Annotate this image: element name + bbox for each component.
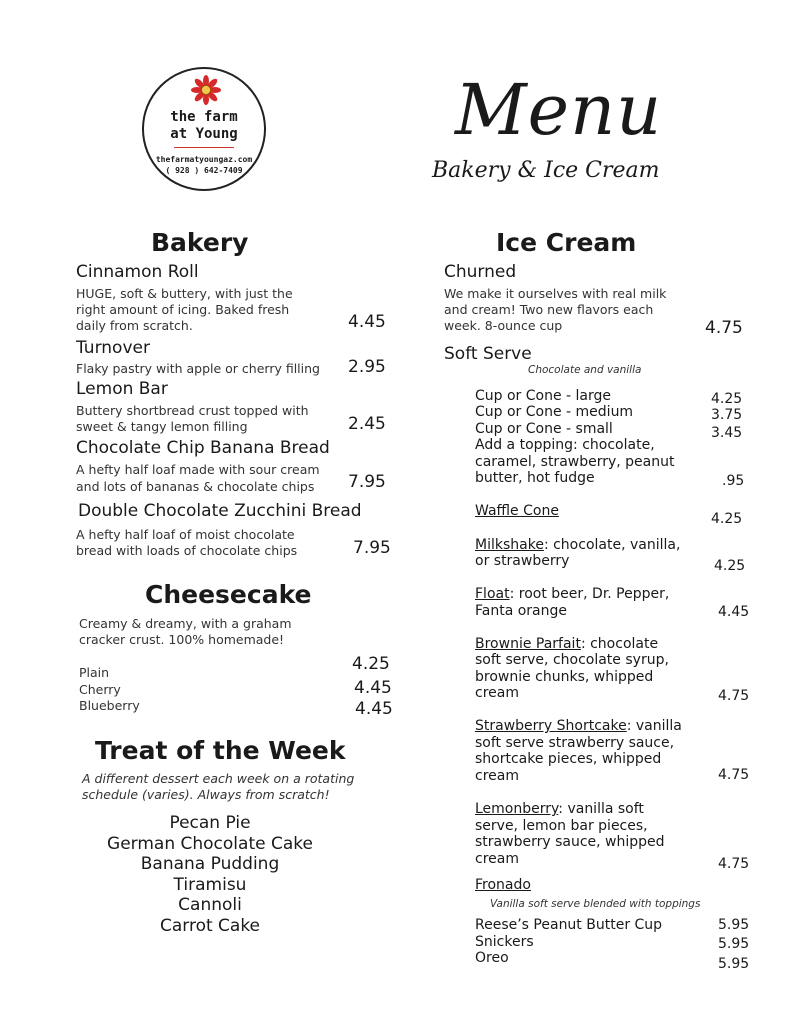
- shortcake-name: Strawberry Shortcake: [475, 718, 627, 734]
- fronado-item: Oreo: [475, 950, 509, 966]
- brownie-price: 4.75: [718, 688, 750, 704]
- milkshake-name: Milkshake: [475, 537, 544, 553]
- bakery-item-price: 7.95: [348, 472, 386, 492]
- topping-desc: butter, hot fudge: [475, 470, 595, 486]
- logo-phone: ( 928 ) 642-7409: [165, 166, 243, 175]
- bakery-item-desc: sweet & tangy lemon filling: [76, 419, 248, 434]
- churned-name: Churned: [444, 262, 517, 282]
- cheesecake-desc: Creamy & dreamy, with a graham: [79, 616, 292, 631]
- bakery-item-desc: right amount of icing. Baked fresh: [76, 302, 290, 317]
- waffle-name: Waffle Cone: [475, 503, 559, 519]
- flower-icon: [191, 75, 221, 105]
- softserve-size: Cup or Cone - large: [475, 388, 612, 404]
- treat-item: Carrot Cake: [159, 916, 261, 936]
- float-desc: Fanta orange: [475, 603, 568, 619]
- icecream-heading: Ice Cream: [496, 228, 637, 257]
- lemonberry-name: Lemonberry: [475, 801, 559, 817]
- cheesecake-price: 4.25: [352, 654, 390, 674]
- bakery-item-desc: daily from scratch.: [76, 318, 193, 333]
- float-price: 4.45: [718, 604, 750, 620]
- churned-desc: week. 8-ounce cup: [444, 318, 563, 333]
- lemonberry-desc: cream: [475, 851, 519, 867]
- bakery-item-desc: A hefty half loaf made with sour cream: [76, 462, 320, 477]
- bakery-heading: Bakery: [151, 228, 249, 257]
- milkshake-desc: or strawberry: [475, 553, 570, 569]
- softserve-size: Cup or Cone - medium: [475, 404, 634, 420]
- milkshake-price: 4.25: [714, 558, 746, 574]
- lemonberry-desc: serve, lemon bar pieces,: [475, 818, 648, 834]
- bakery-item-desc: Flaky pastry with apple or cherry filling: [76, 361, 320, 376]
- milkshake-desc: : chocolate, vanilla,: [543, 537, 681, 553]
- softserve-price: 3.45: [711, 425, 743, 441]
- churned-price: 4.75: [705, 318, 743, 338]
- bakery-item-price: 2.45: [348, 414, 386, 434]
- shortcake-desc: cream: [475, 768, 519, 784]
- bakery-item-price: 2.95: [348, 357, 386, 377]
- bakery-item-name: Chocolate Chip Banana Bread: [76, 438, 330, 458]
- bakery-item-desc: bread with loads of chocolate chips: [76, 543, 298, 558]
- bakery-item-desc: Buttery shortbread crust topped with: [76, 403, 309, 418]
- lemonberry-desc: : vanilla soft: [558, 801, 644, 817]
- softserve-name: Soft Serve: [444, 344, 532, 364]
- softserve-size: Cup or Cone - small: [475, 421, 613, 437]
- treat-heading: Treat of the Week: [95, 736, 346, 765]
- bakery-item-price: 7.95: [353, 538, 391, 558]
- treat-item: Pecan Pie: [169, 813, 251, 833]
- topping-price: .95: [722, 473, 745, 489]
- bakery-item-name: Double Chocolate Zucchini Bread: [78, 501, 362, 521]
- softserve-note: Chocolate and vanilla: [528, 364, 642, 376]
- fronado-item: Reese’s Peanut Butter Cup: [475, 917, 663, 933]
- treat-item: Tiramisu: [173, 875, 247, 895]
- cheesecake-heading: Cheesecake: [145, 580, 312, 609]
- cheesecake-price: 4.45: [355, 699, 393, 719]
- fronado-name: Fronado: [475, 877, 531, 893]
- bakery-item-name: Cinnamon Roll: [76, 262, 199, 282]
- treat-desc: schedule (varies). Always from scratch!: [82, 787, 330, 802]
- brownie-desc: : chocolate: [580, 636, 659, 652]
- brownie-desc: cream: [475, 685, 519, 701]
- churned-desc: and cream! Two new flavors each: [444, 302, 654, 317]
- bakery-item-desc: A hefty half loaf of moist chocolate: [76, 527, 295, 542]
- float-desc: : root beer, Dr. Pepper,: [509, 586, 670, 602]
- brownie-desc: brownie chunks, whipped: [475, 669, 654, 685]
- softserve-price: 4.25: [711, 391, 743, 407]
- fronado-item: Snickers: [475, 934, 534, 950]
- shortcake-desc: : vanilla: [626, 718, 682, 734]
- logo-name-line2: at Young: [170, 126, 238, 142]
- logo-divider: [174, 147, 234, 148]
- cheesecake-desc: cracker crust. 100% homemade!: [79, 632, 285, 647]
- menu-subtitle: Bakery & Ice Cream: [432, 158, 660, 183]
- menu-title: Menu: [455, 69, 663, 151]
- lemonberry-desc: strawberry sauce, whipped: [475, 834, 665, 850]
- fronado-price: 5.95: [718, 917, 750, 933]
- lemonberry-price: 4.75: [718, 856, 750, 872]
- bakery-item-name: Lemon Bar: [76, 379, 168, 399]
- topping-desc: caramel, strawberry, peanut: [475, 454, 675, 470]
- logo-name-line1: the farm: [170, 109, 238, 125]
- shortcake-desc: soft serve strawberry sauce,: [475, 735, 675, 751]
- bakery-item-name: Turnover: [76, 338, 150, 358]
- churned-desc: We make it ourselves with real milk: [444, 286, 667, 301]
- treat-item: German Chocolate Cake: [107, 834, 313, 854]
- float-name: Float: [475, 586, 510, 602]
- brownie-desc: soft serve, chocolate syrup,: [475, 652, 669, 668]
- bakery-item-desc: HUGE, soft & buttery, with just the: [76, 286, 293, 301]
- logo-website: thefarmatyoungaz.com: [155, 155, 253, 164]
- shortcake-desc: shortcake pieces, whipped: [475, 751, 662, 767]
- cheesecake-option: Blueberry: [79, 698, 140, 713]
- shortcake-price: 4.75: [718, 767, 750, 783]
- cheesecake-option: Plain: [79, 665, 110, 680]
- topping-desc: Add a topping: chocolate,: [475, 437, 655, 453]
- fronado-price: 5.95: [718, 956, 750, 972]
- logo: [142, 67, 266, 191]
- cheesecake-option: Cherry: [79, 682, 121, 697]
- fronado-note: Vanilla soft serve blended with toppings: [490, 898, 701, 910]
- softserve-price: 3.75: [711, 407, 743, 423]
- bakery-item-desc: and lots of bananas & chocolate chips: [76, 479, 315, 494]
- waffle-price: 4.25: [711, 511, 743, 527]
- treat-item: Cannoli: [178, 895, 242, 915]
- cheesecake-price: 4.45: [354, 678, 392, 698]
- bakery-item-price: 4.45: [348, 312, 386, 332]
- fronado-price: 5.95: [718, 936, 750, 952]
- treat-desc: A different dessert each week on a rotating: [82, 771, 355, 786]
- treat-item: Banana Pudding: [140, 854, 280, 874]
- brownie-name: Brownie Parfait: [475, 636, 581, 652]
